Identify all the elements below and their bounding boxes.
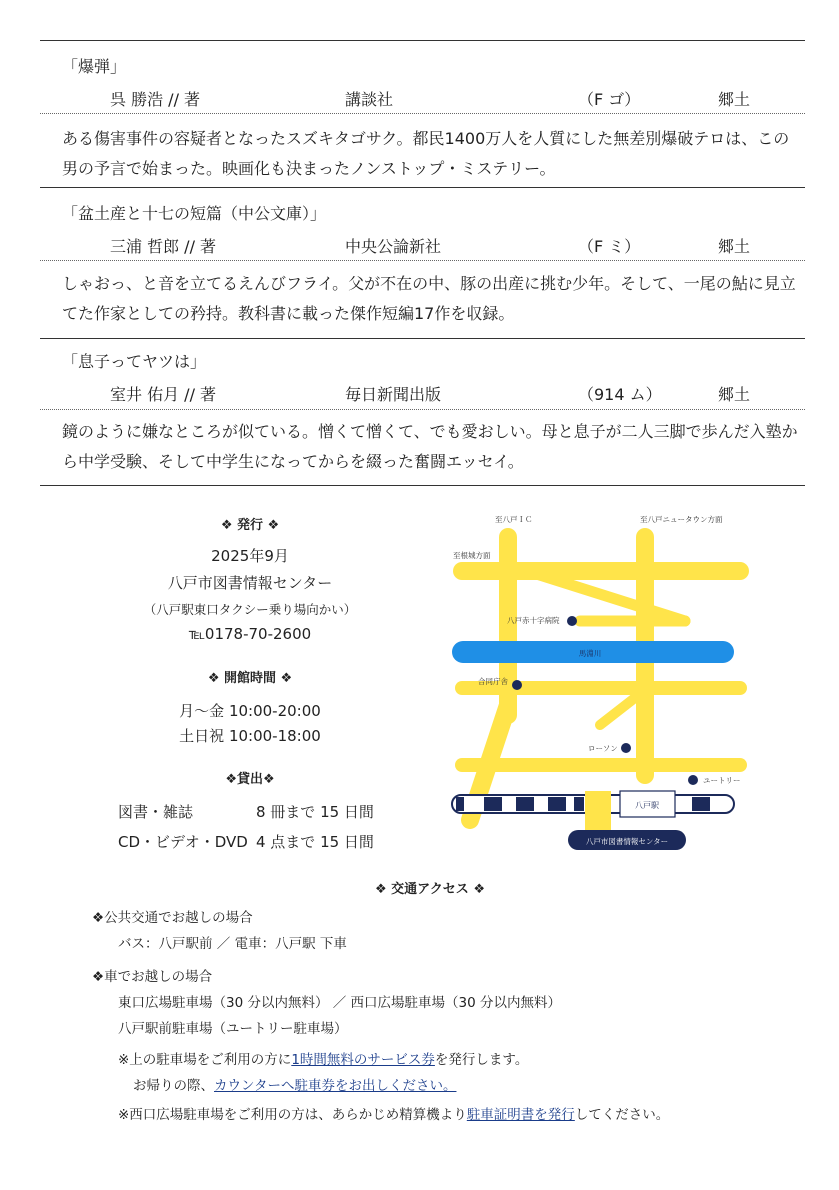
- access-note3: [118, 1103, 669, 1123]
- book-author: 三浦 哲郎 // 著: [110, 237, 217, 256]
- note1-text-end: を発行します。: [434, 1052, 529, 1068]
- book-author: 室井 佑月 // 著: [110, 385, 217, 404]
- map-marker-utori: [688, 775, 698, 785]
- hours-weekend: 土日祝 10:00-18:00: [179, 727, 321, 745]
- publish-heading: ❖ 発行 ❖: [220, 518, 280, 533]
- book-call-number: （F ゴ）: [578, 90, 641, 109]
- map-label-utori: ユートリー: [703, 776, 741, 785]
- dotted-divider: [40, 260, 805, 261]
- book-description: ある傷害事件の容疑者となったスズキタゴサク。都民1400万人を人質にした無差別爆破テロは、この男の予言で始まった。映画化も決まったノンストップ・ミステリー。: [62, 129, 790, 178]
- access-heading: ❖ 交通アクセス ❖: [375, 882, 485, 897]
- map-label-ic: 至八戸ＩＣ: [495, 515, 533, 524]
- note3-text: ※西口広場駐車場をご利用の方は、あらかじめ精算機より: [118, 1107, 467, 1123]
- access-car-title: ❖車でお越しの場合: [92, 969, 213, 985]
- publish-date: 2025年9月: [211, 547, 289, 565]
- dotted-divider: [40, 113, 805, 114]
- loan-media-rule: 4 点まで 15 日間: [256, 833, 374, 851]
- book-call-number: （914 ム）: [578, 385, 662, 404]
- access-car-parking2: 八戸駅前駐車場（ユートリー駐車場）: [118, 1021, 348, 1037]
- map-label-station: 八戸駅: [635, 801, 659, 810]
- map-label-lawson: ローソン: [588, 744, 618, 753]
- book-category: 郷土: [718, 385, 751, 404]
- service-ticket-link[interactable]: 1時間無料のサービス券: [291, 1052, 435, 1068]
- access-public-detail: バス：八戸駅前 ／ 電車：八戸駅 下車: [118, 936, 347, 952]
- book-category: 郷土: [718, 90, 751, 109]
- map-label-nejo: 至根城方面: [453, 551, 491, 560]
- loan-media-label: CD・ビデオ・DVD: [118, 833, 248, 851]
- divider: [40, 485, 805, 486]
- access-map: [440, 505, 770, 855]
- book-publisher: 毎日新聞出版: [345, 385, 442, 404]
- map-label-hospital: 八戸赤十字病院: [507, 616, 560, 625]
- divider: [40, 40, 805, 41]
- map-library-building: [585, 791, 611, 833]
- note1-text: ※上の駐車場をご利用の方に: [118, 1052, 292, 1068]
- publish-org: 八戸市図書情報センター: [167, 574, 333, 592]
- book-description: 鏡のように嫌なところが似ている。憎くて憎くて、でも愛おしい。母と息子が二人三脚で歩んだ入塾から中学受験、そして中学生になってからを綴った奮闘エッセイ。: [62, 422, 798, 471]
- access-public-title: ❖公共交通でお越しの場合: [92, 910, 253, 926]
- book-category: 郷土: [718, 237, 751, 256]
- divider: [40, 338, 805, 339]
- parking-certificate-link[interactable]: 駐車証明書を発行: [466, 1107, 575, 1123]
- map-marker-gov: [512, 680, 522, 690]
- publish-tel: ℡0178-70-2600: [188, 625, 312, 643]
- map-marker-lawson: [621, 743, 631, 753]
- hours-heading: ❖ 開館時間 ❖: [207, 671, 293, 686]
- publish-location: （八戸駅東口タクシー乗り場向かい）: [143, 602, 357, 617]
- map-label-library: 八戸市図書情報センター: [585, 837, 669, 846]
- access-note2: [133, 1074, 456, 1094]
- hours-weekday: 月～金 10:00-20:00: [179, 702, 321, 720]
- map-label-river: 馬淵川: [578, 649, 602, 658]
- book-call-number: （F ミ）: [578, 237, 641, 256]
- divider: [40, 187, 805, 188]
- counter-parking-link[interactable]: カウンターへ駐車券をお出しください。: [214, 1078, 457, 1094]
- dotted-divider: [40, 409, 805, 410]
- access-car-parking1: 東口広場駐車場（30 分以内無料） ／ 西口広場駐車場（30 分以内無料）: [118, 995, 562, 1011]
- loan-heading: ❖貸出❖: [225, 772, 275, 787]
- loan-books-rule: 8 冊まで 15 日間: [256, 803, 374, 821]
- map-marker-hospital: [567, 616, 577, 626]
- map-label-newtown: 至八戸ニュータウン方面: [640, 515, 723, 524]
- map-label-gov: 合同庁舎: [478, 677, 508, 686]
- note3-text-end: してください。: [574, 1107, 670, 1123]
- book-publisher: 講談社: [345, 90, 394, 109]
- access-note1: [118, 1048, 528, 1068]
- book-author: 呉 勝浩 // 著: [110, 90, 201, 109]
- book-title: 「盆土産と十七の短篇（中公文庫）」: [62, 204, 327, 223]
- book-title: 「爆弾」: [62, 57, 127, 76]
- loan-books-label: 図書・雑誌: [118, 803, 194, 821]
- book-description: しゃおっ、と音を立てるえんびフライ。父が不在の中、豚の出産に挑む少年。そして、一尾の鮎に見立てた作家としての矜持。教科書に載った傑作短編17作を収録。: [62, 274, 796, 323]
- book-title: 「息子ってヤツは」: [62, 352, 207, 371]
- note2-text: お帰りの際、: [133, 1078, 214, 1094]
- book-publisher: 中央公論新社: [345, 237, 442, 256]
